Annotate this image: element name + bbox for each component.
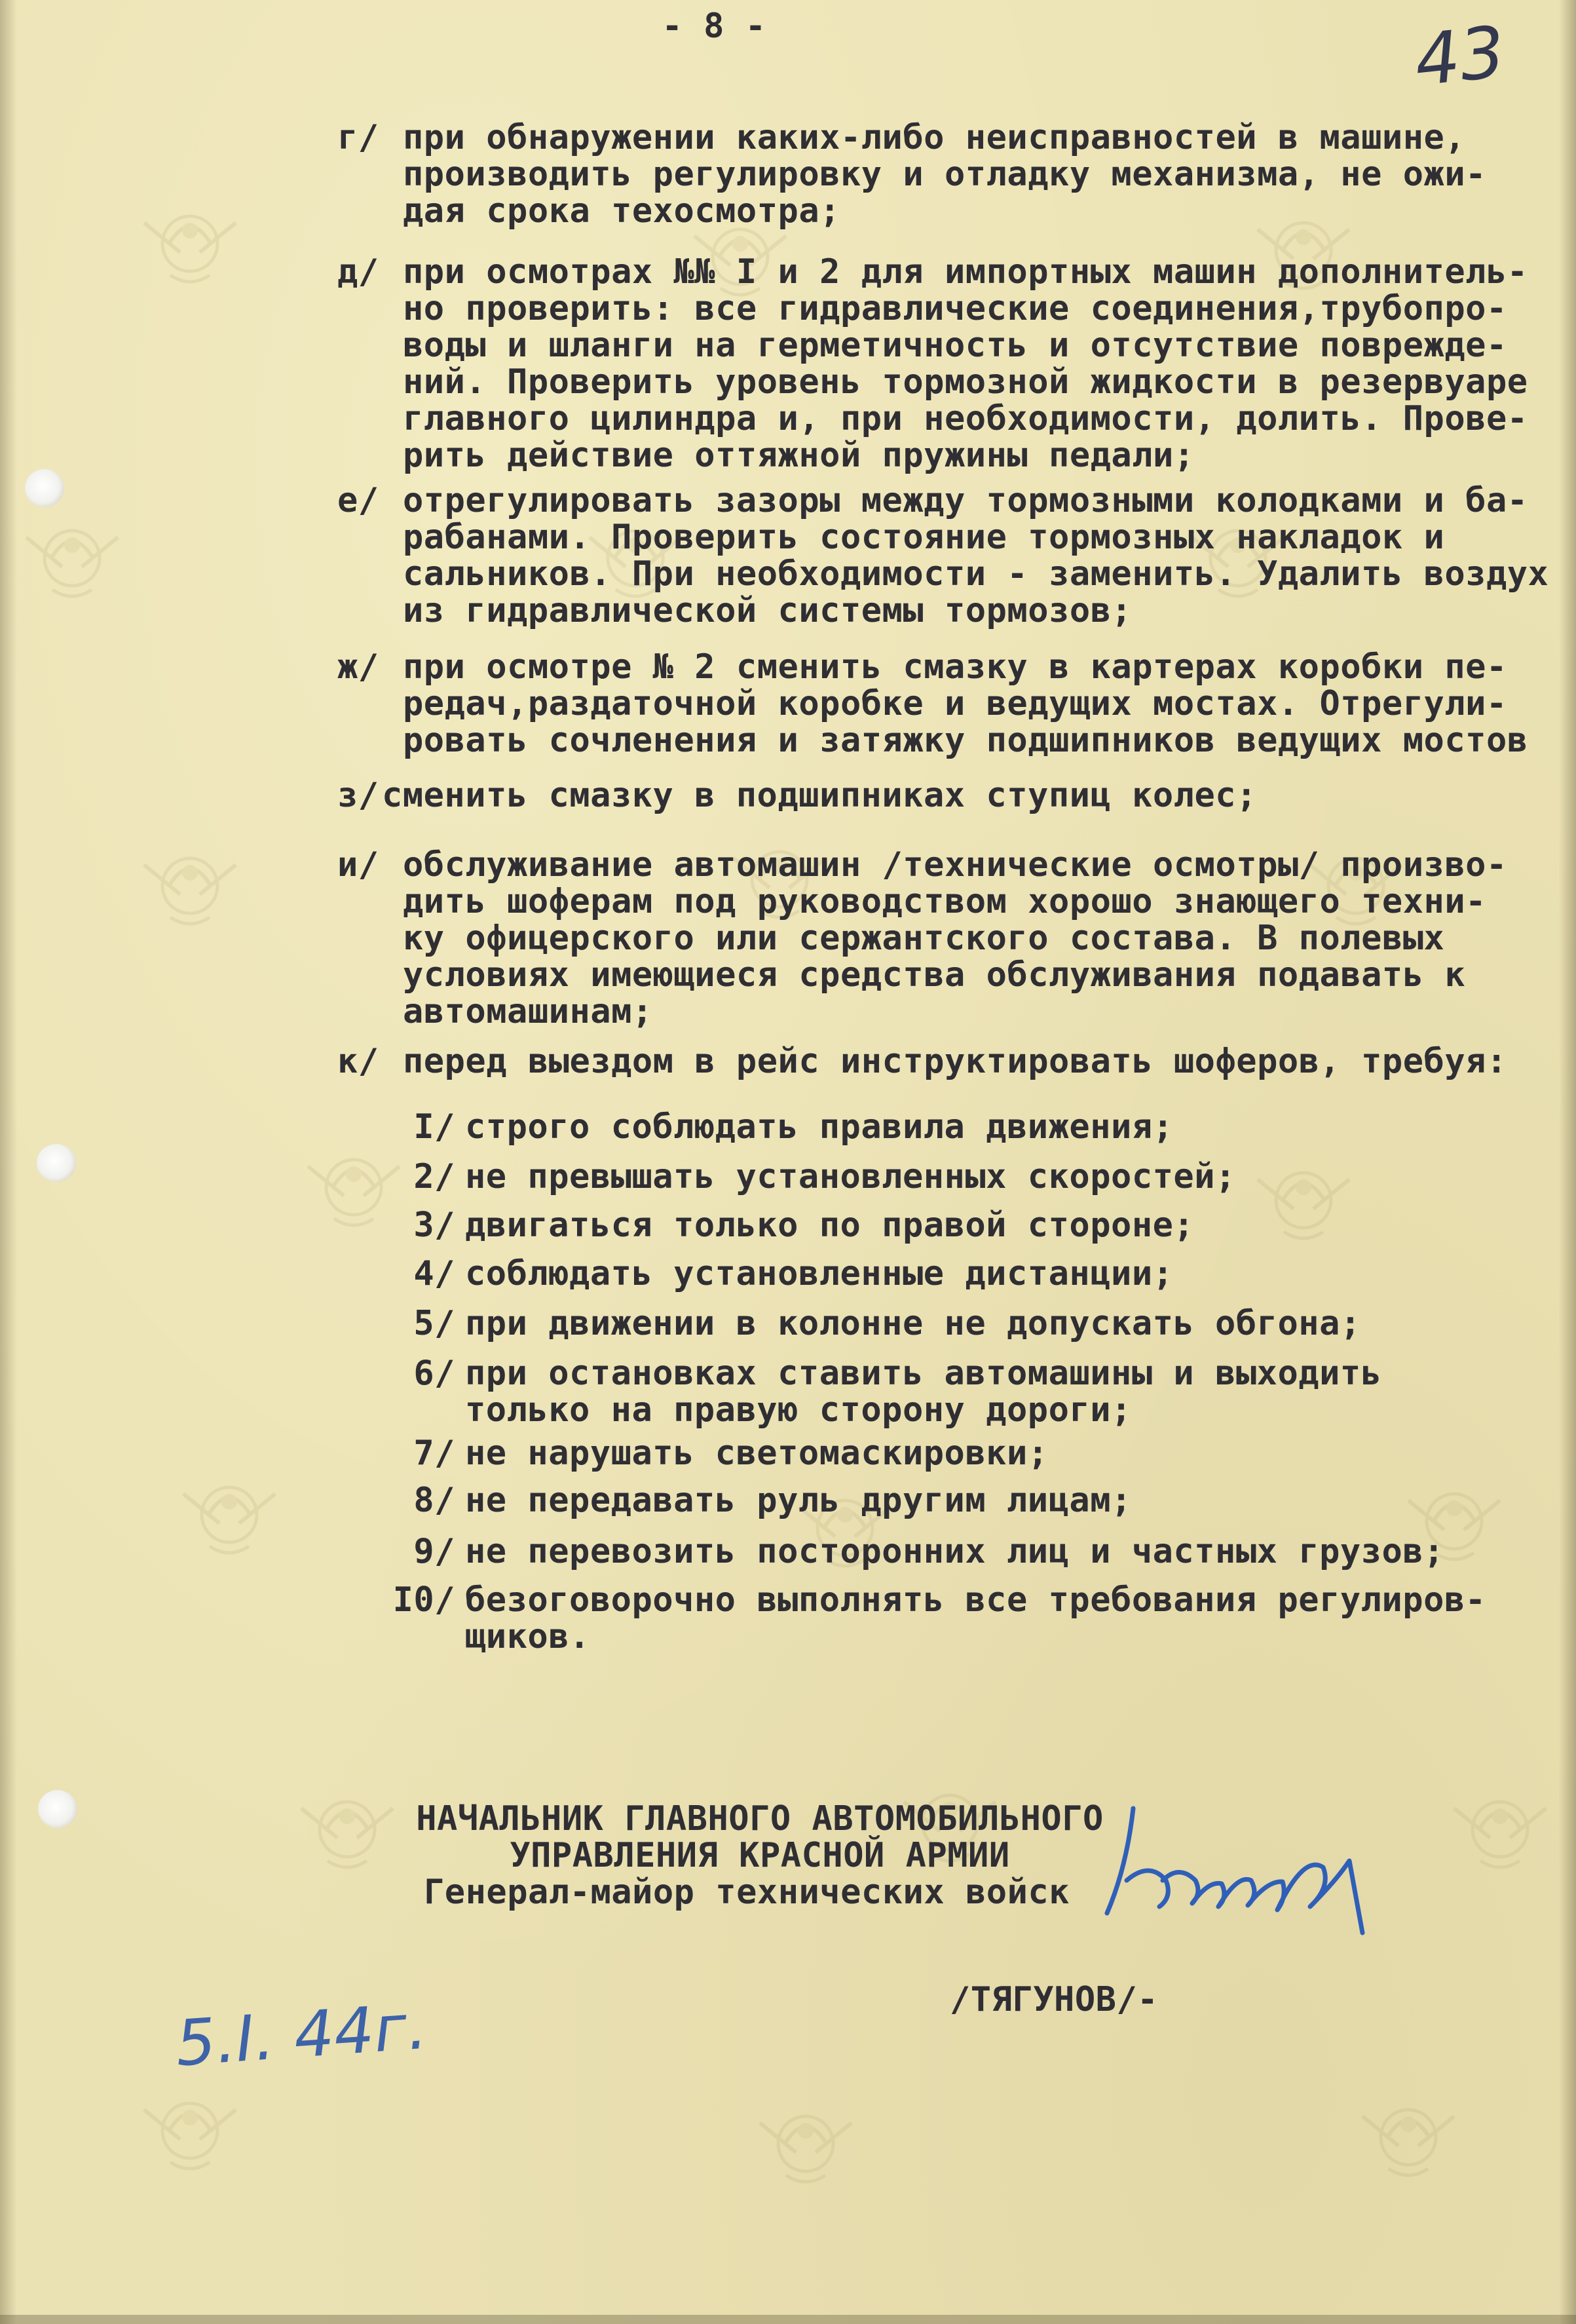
signer-name: /ТЯГУНОВ/- <box>950 1980 1159 2019</box>
requirement-text: соблюдать установленные дистанции; <box>465 1254 1174 1293</box>
requirement-text: не нарушать светомаскировки; <box>465 1434 1049 1473</box>
signer-title-line1: НАЧАЛЬНИК ГЛАВНОГО АВТОМОБИЛЬНОГО <box>416 1799 1104 1838</box>
requirement-text: двигаться только по правой стороне; <box>465 1206 1195 1245</box>
page-number: - 8 - <box>662 7 766 46</box>
requirement-number: 6/ <box>413 1354 455 1393</box>
item-marker: ж/ <box>337 647 379 687</box>
item-text: отрегулировать зазоры между тормозными колодками и ба- рабанами. Проверить состояние тормозных накладок и сальников. При необходимости - заменить. Удалить воздух из гидравлической системы тормозов; <box>403 481 1549 630</box>
item-marker: г/ <box>337 118 379 157</box>
requirement-text: строго соблюдать правила движения; <box>465 1107 1174 1147</box>
item-text: при обнаружении каких-либо неисправностей в машине, производить регулировку и отладку механизма, не ожи- дая срока техосмотра; <box>403 118 1486 231</box>
binder-hole <box>25 469 64 507</box>
item-marker: и/ <box>337 845 379 885</box>
binder-hole <box>38 1790 77 1828</box>
requirement-number: 9/ <box>413 1532 455 1571</box>
watermark-emblem-icon <box>1349 2077 1467 2195</box>
requirement-number: 8/ <box>413 1481 455 1520</box>
requirement-number: 5/ <box>413 1304 455 1343</box>
requirement-text: не передавать руль другим лицам; <box>465 1481 1132 1520</box>
requirement-text: при остановках ставить автомашины и выходить только на правую сторону дороги; <box>465 1354 1382 1430</box>
item-text: при осмотре № 2 сменить смазку в картерах коробки пе- редач,раздаточной коробке и ведущих мостах. Отрегули- ровать сочленения и затяжку подшипников ведущих мостов <box>403 647 1528 760</box>
item-marker: к/ <box>337 1042 379 1081</box>
requirement-number: 4/ <box>413 1254 455 1293</box>
watermark-emblem-icon <box>13 498 131 616</box>
item-marker: з/ <box>337 776 379 815</box>
requirement-text: безоговорочно выполнять все требования регулиров- щиков. <box>465 1580 1486 1656</box>
signature-block <box>367 1800 1153 1911</box>
signer-title-line2: УПРАВЛЕНИЯ КРАСНОЙ АРМИИ <box>510 1836 1010 1875</box>
item-marker: д/ <box>337 252 379 292</box>
item-text: при осмотрах №№ I и 2 для импортных машин дополнитель- но проверить: все гидравлические соединения,трубопро- воды и шланги на герметичность и отсутствие поврежде- ний. Проверить уровень тормозной жидкости в резервуаре главного цилиндра и, при необходимости, долить. Прове- рить действие оттяжной пружины педали; <box>403 252 1528 475</box>
archive-number: 43 <box>1410 11 1509 102</box>
requirement-number: 3/ <box>413 1206 455 1245</box>
watermark-emblem-icon <box>170 1455 288 1572</box>
signer-rank: Генерал-майор технических войск <box>423 1873 1070 1912</box>
item-text: обслуживание автомашин /технические осмотры/ произво- дить шоферам под руководством хорошо знающего техни- ку офицерского или сержантского состава. В полевых условиях имеющиеся средства обслуживания подавать к автомашинам; <box>403 845 1507 1031</box>
watermark-emblem-icon <box>131 826 249 943</box>
page-edge-bottom <box>0 2315 1576 2324</box>
watermark-emblem-icon <box>131 2070 249 2188</box>
watermark-emblem-icon <box>131 183 249 301</box>
page-edge-left <box>0 0 17 2324</box>
requirement-text: при движении в колонне не допускать обгона; <box>465 1304 1361 1343</box>
item-marker: е/ <box>337 481 379 520</box>
requirement-number: 7/ <box>413 1434 455 1473</box>
requirement-text: не превышать установленных скоростей; <box>465 1157 1236 1196</box>
watermark-emblem-icon <box>1441 1769 1559 1887</box>
binder-hole <box>37 1144 76 1182</box>
requirement-number: I/ <box>413 1107 455 1147</box>
handwritten-signature <box>1087 1782 1389 1953</box>
requirement-number: I0/ <box>392 1580 455 1620</box>
watermark-emblem-icon <box>747 2084 865 2201</box>
requirement-number: 2/ <box>413 1157 455 1196</box>
handwritten-date: 5.I. 44г. <box>173 1989 430 2081</box>
requirement-text: не перевозить посторонних лиц и частных грузов; <box>465 1532 1444 1571</box>
item-text: перед выездом в рейс инструктировать шоферов, требуя: <box>403 1042 1507 1081</box>
item-text: сменить смазку в подшипниках ступиц колес; <box>382 776 1257 815</box>
